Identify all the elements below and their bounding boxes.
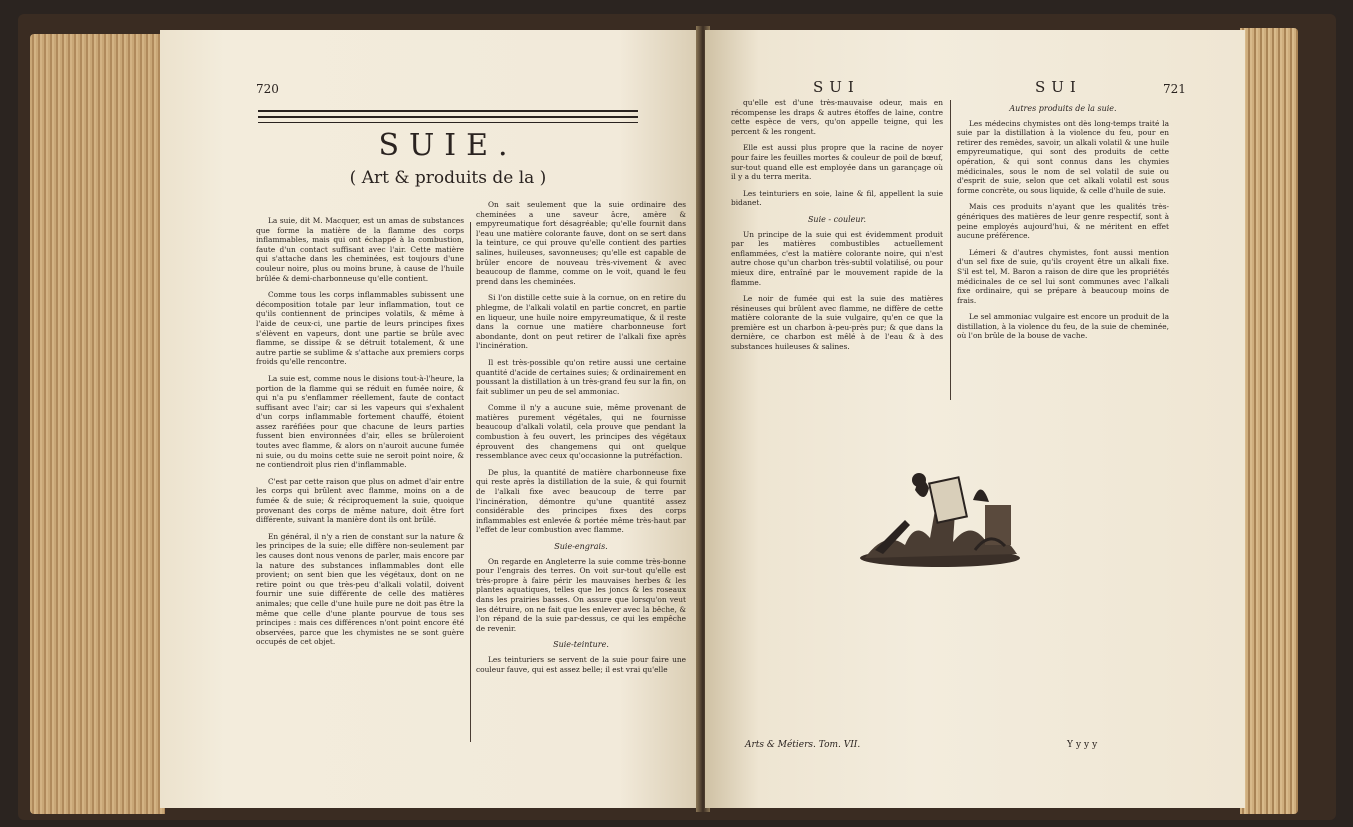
column-divider xyxy=(470,222,471,742)
paragraph: Elle est aussi plus propre que la racine de noyer pour faire les feuilles mortes & couleur de poil de bœuf, sur-tout quand elle est employée dans un garançage où il y a du terra merita. xyxy=(731,143,943,182)
paragraph: On sait seulement que la suie ordinaire des cheminées a une saveur âcre, amère & empyreumatique fort désagréable; qu'elle fournit dans l'eau une matière colorante fauve, dont on se sert dans la teinture, ce qui prouve qu'elle contient des parties salines, huileuses, savonneuses; qu'elle est capable de brûler encore de nouveau très-vivement & avec beaucoup de flamme, comme on le voit, quand le feu prend dans les cheminées. xyxy=(476,200,686,286)
paragraph: La suie est, comme nous le disions tout-à-l'heure, la portion de la flamme qui se réduit en fumée noire, & qui n'a pu s'enflammer réellement, faute de contact suffisant avec l'air; car si les vapeurs qui s'exhalent d'un corps inflammable fortement chauffé, étoient assez raréfiées pour que chacune de leurs parties fussent bien environnées d'air, elles se brûleroient toutes avec flamme, & alors on n'auroit aucune fumée ni suie, ou du moins cette suie ne seroit point noire, & ne contiendroit plus rien d'inflammable. xyxy=(256,373,464,470)
paragraph: En général, il n'y a rien de constant sur la nature & les principes de la suie; elle diffère non-seulement par les causes dont nous venons de parler, mais encore par la nature des substances inflammables dont elle provient; on sent bien que les végétaux, dont on ne retire point ou que très-peu d'alkali volatil, doivent fournir une suie différente de celle des matières animales; que celle d'une huile pure ne doit pas être la même que celle d'une plante pourvue de tous ses principes : mais ces différences n'ont point encore été observées, parce que les chymistes ne se sont guère occupés de cet objet. xyxy=(256,531,464,647)
paragraph: Le noir de fumée qui est la suie des matières résineuses qui brûlent avec flamme, ne diffère de cette matière colorante de la suie vulgaire, qu'en ce que la première est un charbon à-peu-près pur; & que dans la dernière, ce charbon est mêlé à de l'eau & à des substances huileuses & salines. xyxy=(731,294,943,352)
page-title: SUIE. xyxy=(378,128,518,163)
running-head-right: SUI xyxy=(1035,78,1082,96)
paragraph: Comme il n'y a aucune suie, même provenant de matières purement végétales, qui ne fournisse beaucoup d'alkali volatil, cela prouve que pendant la combustion à feu ouvert, les principes des végétaux éprouvent des changemens qui ont quelque ressemblance avec ceux qu'occasionne la putréfaction. xyxy=(476,403,686,461)
paragraph: Le sel ammoniac vulgaire est encore un produit de la distillation, à la violence du feu, de la suie de cheminée, où l'on brûle de la bouse de vache. xyxy=(957,312,1169,341)
paragraph: Les teinturiers se servent de la suie pour faire une couleur fauve, qui est assez belle; il est vrai qu'elle xyxy=(476,654,686,674)
paragraph: Mais ces produits n'ayant que les qualités très-génériques des matières de leur genre respectif, sont à peine employés aujourd'hui, & ne méritent en effet aucune préférence. xyxy=(957,202,1169,241)
paragraph: On regarde en Angleterre la suie comme très-bonne pour l'engrais des terres. On voit sur-tout qu'elle est très-propre à faire périr les mauvaises herbes & les plantes aquatiques, telles que les joncs & les roseaux dans les prairies basses. On assure que lorsqu'on veut les détruire, on ne fait que les enlever avec la bêche, & l'on répand de la suie par-dessus, ce qui les empêche de revenir. xyxy=(476,556,686,633)
footer-title: Arts & Métiers. Tom. VII. xyxy=(745,740,861,750)
header-rule-2 xyxy=(258,116,638,123)
paragraph: Les médecins chymistes ont dès long-temps traité la suie par la distillation à la violence du feu, pour en retirer des remèdes, savoir, un alkali volatil & une huile empyreumatique, qui sont des produits de cette opération, & qui sont connus dans les chymies médicinales, sous le nom de sel volatil de suie ou d'esprit de suie, selon que cet alkali volatil est sous forme concrète, ou sous liquide, & celle d'huile de suie. xyxy=(957,118,1169,195)
signature-mark: Yyyy xyxy=(1067,740,1101,750)
paragraph: Lémeri & d'autres chymistes, font aussi mention d'un sel fixe de suie, qu'ils croyent être un alkali fixe. S'il est tel, M. Baron a raison de dire que les propriétés médicinales de ce sel lui sont communes avec l'alkali fixe ordinaire, qui se prépare à beaucoup moins de frais. xyxy=(957,247,1169,305)
right-column-2 xyxy=(957,100,1169,348)
right-folio: 721 xyxy=(1163,82,1186,96)
paragraph: Un principe de la suie qui est évidemment produit par les matières combustibles actuellement enflammées, c'est la matière colorante noire, qui n'est autre chose qu'un charbon très-subtil volatilisé, ou pour mieux dire, entraîné par le mouvement rapide de la flamme. xyxy=(731,229,943,287)
right-page-edges xyxy=(1240,28,1298,814)
paragraph: De plus, la quantité de matière charbonneuse fixe qui reste après la distillation de la suie, & qui fournit de l'alkali fixe avec beaucoup de terre par l'incinération, démontre qu'une quantité assez considérable des principes fixes des corps inflammables est enlevée & portée même très-haut par l'effet de leur combustion avec flamme. xyxy=(476,467,686,535)
section-heading: Suie-engrais. xyxy=(554,542,608,551)
paragraph: qu'elle est d'une très-mauvaise odeur, mais en récompense les draps & autres étoffes de laine, contre cette espèce de vers, qu'on appelle teigne, qui les percent & les rongent. xyxy=(731,98,943,136)
paragraph: Il est très-possible qu'on retire aussi une certaine quantité d'acide de certaines suies; & ordinairement en poussant la distillation à un très-grand feu sur la fin, on fait sublimer un peu de sel ammoniac. xyxy=(476,357,686,396)
section-heading: Suie - couleur. xyxy=(807,214,867,224)
right-column-1 xyxy=(731,98,943,359)
left-page-edges xyxy=(30,34,165,814)
running-head-left: SUI xyxy=(813,78,860,96)
paragraph: Les teinturiers en soie, laine & fil, appellent la suie bidanet. xyxy=(731,188,943,208)
section-heading: Suie-teinture. xyxy=(553,640,609,650)
left-column-2 xyxy=(476,200,686,681)
right-page xyxy=(705,30,1245,808)
column-divider xyxy=(950,100,951,400)
left-folio: 720 xyxy=(256,82,279,96)
section-heading: Autres produits de la suie. xyxy=(1009,104,1117,113)
paragraph: Si l'on distille cette suie à la cornue, on en retire du phlegme, de l'alkali volatil en partie concret, en partie en liqueur, une huile noire empyreumatique, & il reste dans la cornue une matière charbonneuse fort abondante, dont on peut retirer de l'alkali fixe après l'incinération. xyxy=(476,293,686,351)
left-page xyxy=(160,30,700,808)
paragraph: C'est par cette raison que plus on admet d'air entre les corps qui brûlent avec flamme, moins on a de fumée & de suie; & réciproquement la suie, quoique provenant des corps de même nature, doit être fort différente, suivant la manière dont ils ont brûlé. xyxy=(256,476,464,525)
page-subtitle: ( Art & produits de la ) xyxy=(349,168,547,188)
left-column-1 xyxy=(256,216,464,654)
paragraph: La suie, dit M. Macquer, est un amas de substances que forme la matière de la flamme des corps inflammables, mais qui ont échappé à la combustion, faute d'un contact suffisant avec l'air. Cette matière qui s'attache dans les cheminées, est toujours d'une couleur noire, plus ou moins brune, à cause de l'huile brûlée & demi-charbonneuse qu'elle contient. xyxy=(256,216,464,283)
paragraph: Comme tous les corps inflammables subissent une décomposition totale par leur inflammation, tout ce qu'ils contiennent de principes volatils, & même à l'aide de ceux-ci, une partie de leurs principes fixes s'élèvent en vapeurs, dont une partie se brûle avec flamme, se dissipe & se détruit totalement, & une autre partie se sublime & s'attache aux premiers corps froids qu'elle rencontre. xyxy=(256,290,464,367)
decorative-vignette-icon xyxy=(855,450,1025,570)
